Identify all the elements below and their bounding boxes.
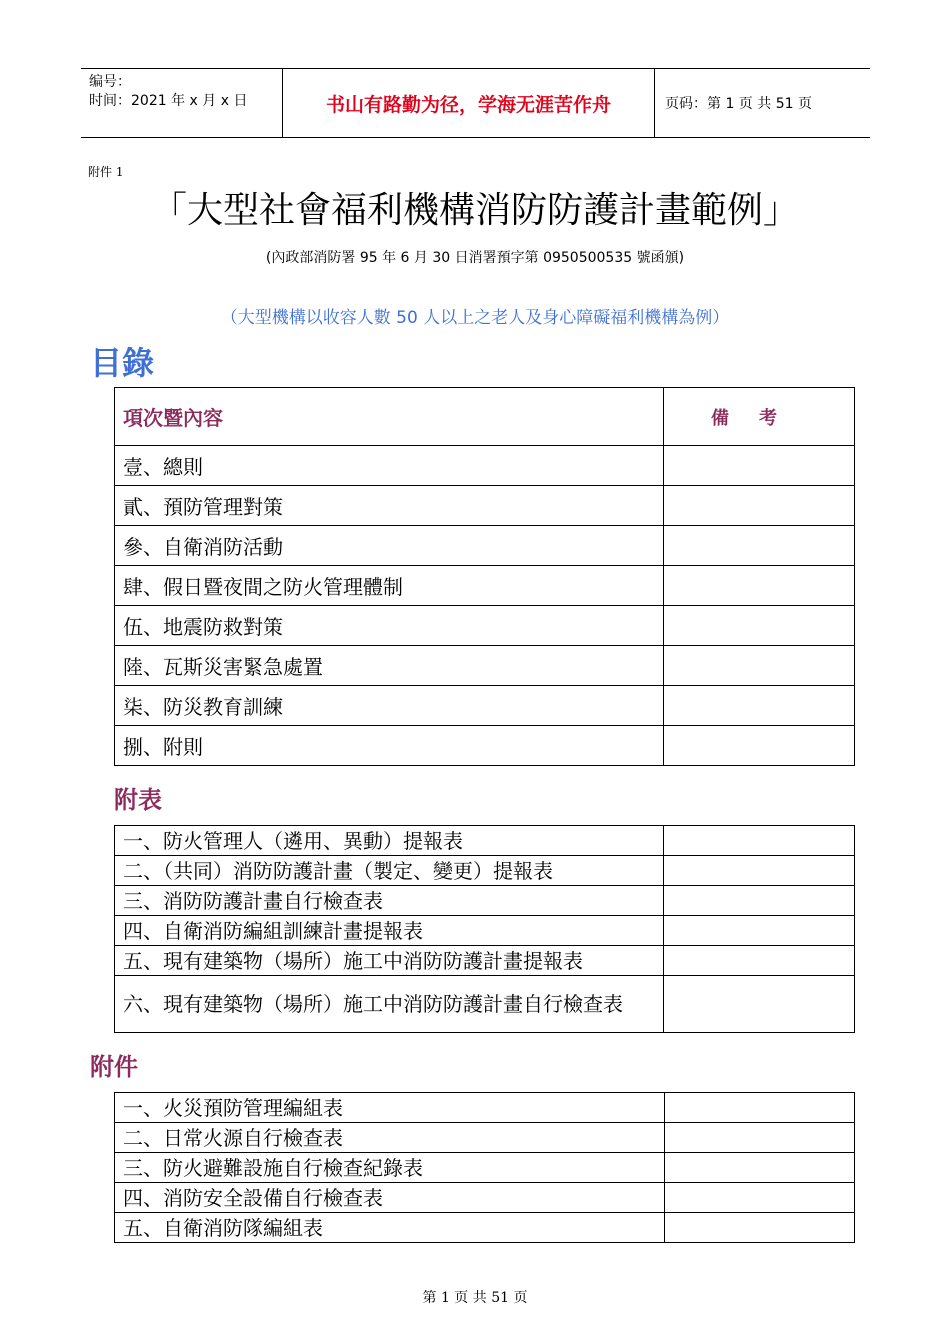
toc-item: 貳、預防管理對策: [115, 486, 664, 526]
tables-heading: 附表: [114, 785, 162, 814]
table-item: 一、防火管理人（遴用、異動）提報表: [115, 826, 664, 856]
toc-row: [115, 646, 855, 686]
table-row: [115, 976, 855, 1033]
toc-remark-cell: [664, 606, 855, 646]
toc-remark-cell: [664, 726, 855, 766]
attachment-remark-cell: [665, 1213, 855, 1243]
table-remark-cell: [664, 826, 855, 856]
attachment-item: 五、自衛消防隊編組表: [115, 1213, 665, 1243]
attachment-remark-cell: [665, 1183, 855, 1213]
header-date: 时间：2021 年 x 月 x 日: [89, 93, 248, 109]
document-subtitle: (內政部消防署 95 年 6 月 30 日消署預字第 0950500535 號函頒): [265, 250, 685, 266]
table-item: 二、（共同）消防防護計畫（製定、變更）提報表: [115, 856, 664, 886]
attachment-item: 一、火災預防管理編組表: [115, 1093, 665, 1123]
toc-item: 肆、假日暨夜間之防火管理體制: [115, 566, 664, 606]
toc-table: [114, 387, 855, 766]
attachment-item: 二、日常火源自行檢查表: [115, 1123, 665, 1153]
toc-item: 壹、總則: [115, 446, 664, 486]
toc-remark-cell: [664, 446, 855, 486]
header-meta: [81, 69, 282, 137]
attachment-item: 三、防火避難設施自行檢查紀錄表: [115, 1153, 665, 1183]
toc-row: [115, 726, 855, 766]
page-header: [81, 68, 870, 138]
attachment-row: [115, 1153, 855, 1183]
document-title: 「大型社會福利機構消防防護計畫範例」: [150, 190, 799, 231]
attachment-remark-cell: [665, 1093, 855, 1123]
toc-col-content: 項次暨內容: [115, 388, 664, 446]
table-item: 四、自衛消防編組訓練計畫提報表: [115, 916, 664, 946]
toc-row: [115, 486, 855, 526]
table-row: [115, 916, 855, 946]
toc-row: [115, 526, 855, 566]
table-item: 五、現有建築物（場所）施工中消防防護計畫提報表: [115, 946, 664, 976]
table-remark-cell: [664, 946, 855, 976]
table-remark-cell: [664, 856, 855, 886]
attachment-remark-cell: [665, 1153, 855, 1183]
attachments-heading: 附件: [90, 1052, 138, 1081]
attachment-item: 四、消防安全設備自行檢查表: [115, 1183, 665, 1213]
scope-note: （大型機構以收容人數 50 人以上之老人及身心障礙福利機構為例）: [220, 308, 730, 328]
table-remark-cell: [664, 976, 855, 1033]
toc-item: 柒、防災教育訓練: [115, 686, 664, 726]
table-remark-cell: [664, 916, 855, 946]
table-row: [115, 946, 855, 976]
attachment-remark-cell: [665, 1123, 855, 1153]
toc-heading: 目錄: [90, 344, 155, 382]
page-footer: 第 1 页 共 51 页: [422, 1290, 528, 1306]
toc-row: [115, 606, 855, 646]
attachment-label: 附件 1: [88, 165, 124, 179]
toc-remark-cell: [664, 486, 855, 526]
toc-remark-cell: [664, 566, 855, 606]
toc-remark-cell: [664, 526, 855, 566]
table-row: [115, 826, 855, 856]
attachment-row: [115, 1093, 855, 1123]
attachment-row: [115, 1213, 855, 1243]
toc-item: 參、自衛消防活動: [115, 526, 664, 566]
attachments-list: [114, 1092, 855, 1243]
header-motto: 书山有路勤为径，学海无涯苦作舟: [282, 69, 655, 137]
header-number: 编号：: [89, 74, 131, 90]
table-item: 三、消防防護計畫自行檢查表: [115, 886, 664, 916]
toc-item: 陸、瓦斯災害緊急處置: [115, 646, 664, 686]
tables-list: [114, 825, 855, 1033]
toc-row: [115, 566, 855, 606]
toc-row: [115, 446, 855, 486]
toc-item: 伍、地震防救對策: [115, 606, 664, 646]
toc-col-remarks: 備考: [664, 388, 855, 446]
toc-row: [115, 686, 855, 726]
table-remark-cell: [664, 886, 855, 916]
toc-remark-cell: [664, 686, 855, 726]
table-row: [115, 886, 855, 916]
attachment-row: [115, 1183, 855, 1213]
toc-item: 捌、附則: [115, 726, 664, 766]
table-item: 六、現有建築物（場所）施工中消防防護計畫自行檢查表: [115, 976, 664, 1033]
table-row: [115, 856, 855, 886]
attachment-row: [115, 1123, 855, 1153]
header-page-number: 页码：第 1 页 共 51 页: [665, 96, 812, 112]
toc-header-row: [115, 388, 855, 446]
toc-remark-cell: [664, 646, 855, 686]
